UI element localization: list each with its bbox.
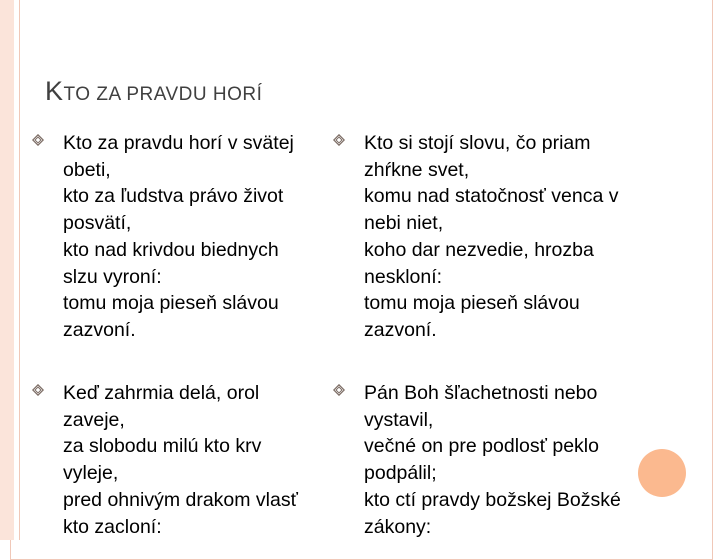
bullet-line: posvätí, <box>63 212 132 235</box>
bullet-block-2 <box>333 130 683 344</box>
bullet-line: neskloní: <box>364 265 443 288</box>
bullet-line: nebi niet, <box>364 212 444 235</box>
bullet-line: obeti, <box>63 158 111 181</box>
bullet-line: tomu moja pieseň slávou <box>364 292 580 315</box>
bullet-block-1 <box>32 130 322 344</box>
bullet-line: podpálil; <box>364 462 437 485</box>
bullet-item <box>333 380 683 540</box>
bullet-line: zhŕkne svet, <box>364 158 470 181</box>
bullet-icon <box>32 384 46 398</box>
bullet-line: Pán Boh šľachetnosti nebo <box>364 382 598 404</box>
bullet-line: slzu vyroní: <box>63 265 162 288</box>
slide-left-band-edge <box>14 0 20 540</box>
bullet-line: Kto si stojí slovu, čo priam <box>364 132 591 154</box>
title-rest: TO ZA PRAVDU HORÍ <box>63 84 263 105</box>
bullet-line: Kto za pravdu horí v svätej <box>63 132 294 154</box>
bullet-line: zákony: <box>364 515 432 538</box>
bullet-icon <box>333 384 347 398</box>
bullet-line: zaveje, <box>63 408 125 431</box>
bullet-line: zazvoní. <box>63 318 136 341</box>
bullet-block-3 <box>32 380 322 540</box>
bullet-icon <box>32 134 46 148</box>
bullet-line: koho dar nezvedie, hrozba <box>364 238 594 261</box>
bullet-line: zazvoní. <box>364 318 437 341</box>
bullet-line: pred ohnivým drakom vlasť <box>63 488 298 511</box>
bullet-line: kto nad krivdou biednych <box>63 238 279 261</box>
bullet-item <box>32 380 322 540</box>
bullet-line: tomu moja pieseň slávou <box>63 292 279 315</box>
bullet-line: Keď zahrmia delá, orol <box>63 382 260 404</box>
slide-left-band <box>0 0 14 540</box>
bullet-item <box>333 130 683 344</box>
bullet-line: večné on pre podlosť peklo <box>364 435 599 458</box>
bullet-icon <box>333 134 347 148</box>
bullet-line: komu nad statočnosť venca v <box>364 185 619 208</box>
title-first-letter: K <box>45 76 64 106</box>
bullet-line: vystavil, <box>364 408 434 431</box>
bullet-line: vyleje, <box>63 462 119 485</box>
bullet-block-4 <box>333 380 683 540</box>
bullet-line: kto zacloní: <box>63 515 162 538</box>
decorative-circle <box>638 449 686 497</box>
slide-title <box>45 76 262 107</box>
bullet-line: za slobodu milú kto krv <box>63 435 262 458</box>
bullet-line: kto ctí pravdy božskej Božské <box>364 488 621 511</box>
bullet-line: kto za ľudstva právo život <box>63 185 284 208</box>
bullet-item <box>32 130 322 344</box>
